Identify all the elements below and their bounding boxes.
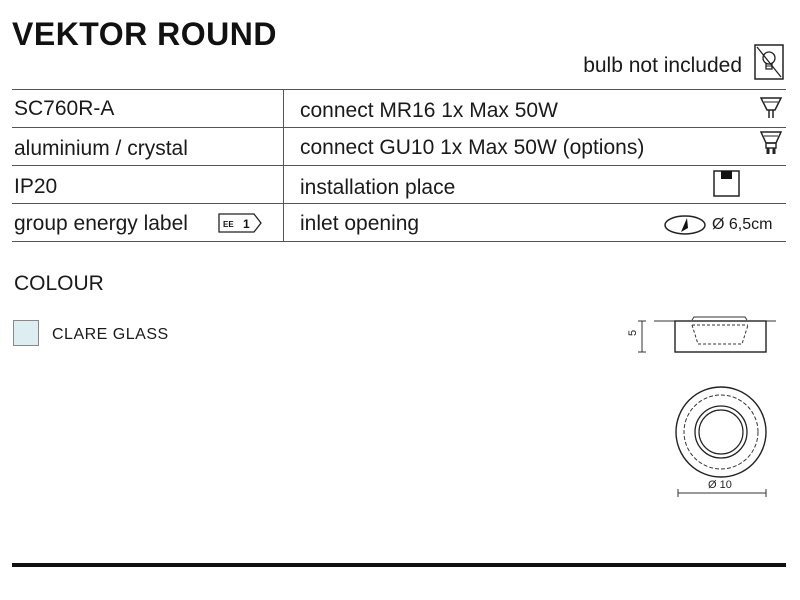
table-top-border — [12, 89, 786, 90]
height-dimension: 5 — [627, 329, 639, 336]
ceiling-installation-icon — [713, 170, 740, 197]
energy-ee-text: EE — [223, 220, 234, 229]
energy-label-title: group energy label — [14, 212, 188, 235]
footer-divider — [12, 563, 786, 567]
colour-heading: COLOUR — [14, 272, 104, 295]
table-bottom-border — [12, 241, 786, 242]
energy-class-text: 1 — [243, 217, 250, 231]
table-row-divider — [12, 165, 786, 166]
material: aluminium / crystal — [14, 137, 188, 160]
table-row-divider — [12, 127, 786, 128]
spec-gu10: connect GU10 1x Max 50W (options) — [300, 136, 645, 159]
bulb-not-included-icon — [754, 44, 784, 80]
colour-label-clare-glass: CLARE GLASS — [52, 326, 169, 343]
product-title: VEKTOR ROUND — [12, 16, 277, 52]
inlet-opening-icon — [663, 213, 707, 237]
side-view-drawing — [618, 306, 790, 362]
top-view-drawing — [660, 386, 790, 516]
inlet-opening-label: inlet opening — [300, 212, 420, 235]
inlet-diameter: Ø 6,5cm — [712, 216, 773, 233]
product-code: SC760R-A — [14, 97, 115, 120]
mr16-bulb-icon — [759, 96, 783, 122]
installation-place-label: installation place — [300, 176, 456, 199]
energy-label-badge — [218, 212, 262, 234]
ip-rating: IP20 — [14, 175, 58, 198]
gu10-bulb-icon — [759, 130, 783, 158]
spec-mr16: connect MR16 1x Max 50W — [300, 99, 558, 122]
colour-swatch-clare-glass[interactable] — [13, 320, 39, 346]
diameter-dimension: Ø 10 — [708, 479, 732, 491]
table-column-divider — [283, 89, 284, 242]
table-row-divider — [12, 203, 786, 204]
bulb-not-included-note: bulb not included — [583, 54, 742, 77]
